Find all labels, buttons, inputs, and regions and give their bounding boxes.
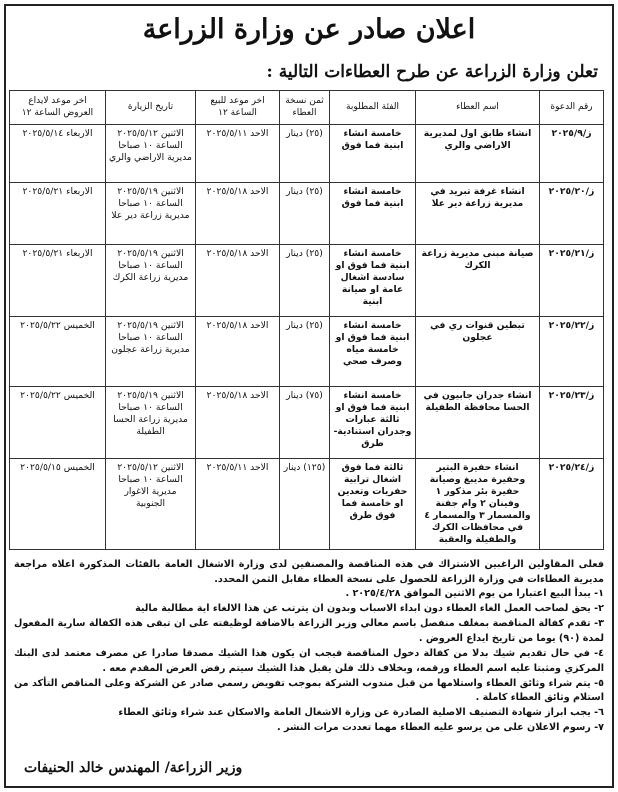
cell-submission-deadline: الاربعاء ٢٠٢٥/٥/١٤ [10, 125, 106, 183]
table-row [10, 125, 604, 183]
cell-ref: ز/٢٠٢٥/٢٢ [540, 317, 604, 387]
cell-category: خامسة انشاء ابنية فما فوق [330, 125, 416, 183]
header-category: الفئة المطلوبة [330, 91, 416, 125]
header-name: اسم العطاء [416, 91, 540, 125]
cell-price: (٢٥) دينار [280, 125, 330, 183]
cell-name: انشاء غرفة تبريد في مديرية زراعة دير علا [416, 183, 540, 245]
cell-price: (٢٥) دينار [280, 317, 330, 387]
minister-signature: وزير الزراعة/ المهندس خالد الحنيفات [24, 760, 243, 776]
cell-submission-deadline: الخميس ٢٠٢٥/٥/٢٢ [10, 317, 106, 387]
condition-item: ٧- رسوم الاعلان على من يرسو عليه العطاء مهما تعددت مرات النشر . [277, 722, 604, 734]
cell-sale-deadline: الاحد ٢٠٢٥/٥/١٨ [196, 317, 280, 387]
table-row [10, 317, 604, 387]
condition-item: ٣- تقدم كفالة المناقصة بمغلف منفصل باسم معالي وزير الزراعة بالاضافة لوظيفته على ان تبقى هذه الكفالة سارية المفعول لمدة (٩٠) يوما من تاريخ ايداع العروض . [14, 618, 604, 644]
cell-ref: ز/٢٠٢٥/٢٣ [540, 387, 604, 459]
announcement-body [14, 558, 604, 736]
condition-item: ٦- يجب ابراز شهادة التصنيف الاصلية الصادرة عن وزارة الاشغال العامة والاسكان عند شراء وثائق العطاء [118, 707, 604, 719]
cell-name: انشاء طابق اول لمديرية الاراضي والري [416, 125, 540, 183]
intro-paragraph: فعلى المقاولين الراغبين الاشتراك في هذه المناقصة والمصنفين لدى وزارة الاشغال العامة بالفئات المذكورة اعلاه مراجعة مديرية العطاءات في وزارة الزراعة للحصول على نسخة العطاء مقابل الثمن المحدد. [14, 558, 604, 585]
condition-item: ٥- يتم شراء وثائق العطاء واستلامها من قبل مندوب الشركة بموجب تفويض رسمي صادر عن الشركة وعلى المناقص التأكد من استلام وثائق العطاء كاملة . [14, 677, 604, 704]
cell-ref: ز/٢٠٢٥/٢٤ [540, 459, 604, 550]
table-header-row [10, 91, 604, 125]
cell-category: خامسة انشاء ابنية فما فوق او سادسة اشغال عامة او صيانة ابنية [330, 245, 416, 317]
tenders-table [9, 90, 604, 550]
condition-item: ٢- يحق لصاحب العمل الغاء العطاء دون ابداء الاسباب وبدون ان يترتب عن هذا الالغاء اية مطالبة مالية [135, 603, 604, 615]
cell-sale-deadline: الاحد ٢٠٢٥/٥/١١ [196, 459, 280, 550]
cell-visit-date: الاثنين ٢٠٢٥/٥/١٩ الساعة ١٠ صباحا مديرية زراعة دير علا [106, 183, 196, 245]
cell-visit-date: الاثنين ٢٠٢٥/٥/١٢ الساعة ١٠ صباحا مديرية الاراضي والري [106, 125, 196, 183]
page-subtitle: تعلن وزارة الزراعة عن طرح العطاءات التالية : [266, 62, 598, 82]
header-visit-date: تاريخ الزيارة [106, 91, 196, 125]
cell-visit-date: الاثنين ٢٠٢٥/٥/١٢ الساعة ١٠ صباحا مديرية الاغوار الجنوبية [106, 459, 196, 550]
cell-category: خامسة انشاء ابنية فما فوق او ثالثة عبارات وجدران استنادية-طرق [330, 387, 416, 459]
cell-visit-date: الاثنين ٢٠٢٥/٥/١٩ الساعة ١٠ صباحا مديرية زراعة الحسا الطفيلة [106, 387, 196, 459]
cell-submission-deadline: الاربعاء ٢٠٢٥/٥/٢١ [10, 183, 106, 245]
table-row [10, 459, 604, 550]
header-sale-deadline: اخر موعد للبيع الساعة ١٢ [196, 91, 280, 125]
cell-submission-deadline: الاربعاء ٢٠٢٥/٥/٢١ [10, 245, 106, 317]
table-row [10, 183, 604, 245]
announcement-page [4, 4, 614, 788]
cell-category: خامسة انشاء ابنية فما فوق او خامسة مياه وصرف صحي [330, 317, 416, 387]
cell-category: خامسة انشاء ابنية فما فوق [330, 183, 416, 245]
cell-name: انشاء حفيرة البتير وحفيرة مديبغ وصيانة حفيرة بئر مذكور ١ وفينان ٢ وام جفنة والمسمار ٣ والمسمار ٤ في محافظات الكرك والطفيلة والعقبة [416, 459, 540, 550]
cell-visit-date: الاثنين ٢٠٢٥/٥/١٩ الساعة ١٠ صباحا مديرية زراعة الكرك [106, 245, 196, 317]
cell-sale-deadline: الاحد ٢٠٢٥/٥/١١ [196, 125, 280, 183]
header-submission-deadline: اخر موعد لايداع العروض الساعة ١٢ [10, 91, 106, 125]
cell-price: (٢٥) دينار [280, 183, 330, 245]
condition-item: ٤- في حال تقديم شيك بدلا من كفالة دخول المناقصة فيجب ان يكون هذا الشيك مصدقا صادرا عن مصرف معتمد لدى البنك المركزي ومثبتا عليه اسم العطاء ورقمه، وبخلاف ذلك فلن يقبل هذا الشيك سيتم رفض العرض المقدم معه . [14, 647, 604, 674]
cell-name: صيانة مبنى مديرية زراعة الكرك [416, 245, 540, 317]
header-ref: رقم الدعوة [540, 91, 604, 125]
cell-price: (١٢٥) دينار [280, 459, 330, 550]
cell-sale-deadline: الاحد ٢٠٢٥/٥/١٨ [196, 245, 280, 317]
cell-sale-deadline: الاحد ٢٠٢٥/٥/١٨ [196, 387, 280, 459]
cell-price: (٧٥) دينار [280, 387, 330, 459]
cell-price: (٢٥) دينار [280, 245, 330, 317]
cell-ref: ز/٢٠٢٥/٩ [540, 125, 604, 183]
table-row [10, 387, 604, 459]
cell-ref: ز/٢٠٢٥/٢١ [540, 245, 604, 317]
cell-name: انشاء جدران جابيون في الحسا محافظة الطفيلة [416, 387, 540, 459]
cell-sale-deadline: الاحد ٢٠٢٥/٥/١٨ [196, 183, 280, 245]
cell-visit-date: الاثنين ٢٠٢٥/٥/١٩ الساعة ١٠ صباحا مديرية زراعة عجلون [106, 317, 196, 387]
cell-category: ثالثة فما فوق اشغال ترابية حفريات وتعدين او خامسة فما فوق طرق [330, 459, 416, 550]
table-row [10, 245, 604, 317]
cell-submission-deadline: الخميس ٢٠٢٥/٥/٢٢ [10, 387, 106, 459]
header-price: ثمن نسخة العطاء [280, 91, 330, 125]
page-title: اعلان صادر عن وزارة الزراعة [142, 14, 476, 45]
condition-item: ١- يبدأ البيع اعتبارا من يوم الاثنين الموافق ٢٠٢٥/٤/٢٨ . [345, 588, 604, 600]
cell-ref: ز/٢٠٢٥/٢٠ [540, 183, 604, 245]
cell-submission-deadline: الخميس ٢٠٢٥/٥/١٥ [10, 459, 106, 550]
cell-name: تبطين قنوات ري في عجلون [416, 317, 540, 387]
